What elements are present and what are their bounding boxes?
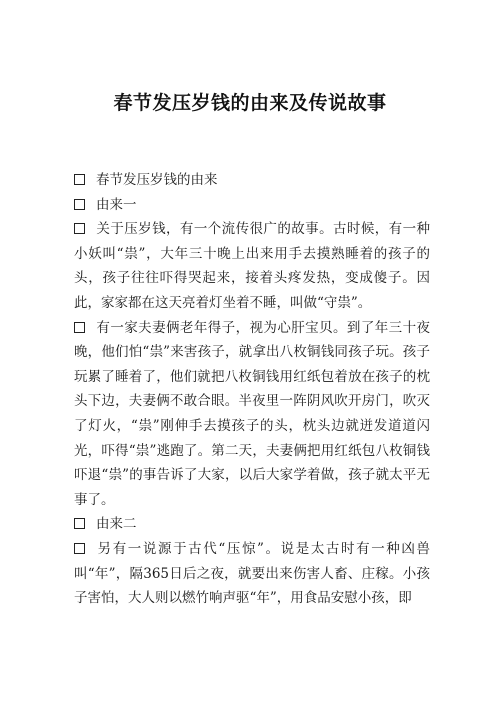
paragraph bbox=[74, 537, 430, 611]
checkbox-bullet-icon bbox=[74, 199, 85, 210]
document-title: 春节发压岁钱的由来及传说故事 bbox=[113, 92, 387, 114]
paragraph-text: 关于压岁钱，有一个流传很广的故事。古时候，有一种小妖叫“祟”，大年三十晚上出来用手去摸熟睡着的孩子的头，孩子往往吓得哭起来，接着头疼发热，变成傻子。因此，家家都在这天亮着灯坐着不睡，叫做“守祟”。 bbox=[74, 221, 430, 311]
document-body bbox=[74, 168, 430, 611]
paragraph bbox=[74, 168, 430, 193]
paragraph-text: 由来二 bbox=[96, 516, 137, 533]
checkbox-bullet-icon bbox=[74, 223, 85, 234]
paragraph-text: 由来一 bbox=[96, 196, 137, 213]
checkbox-bullet-icon bbox=[74, 322, 85, 333]
paragraph bbox=[74, 193, 430, 218]
checkbox-bullet-icon bbox=[74, 174, 85, 185]
paragraph bbox=[74, 512, 430, 537]
paragraph bbox=[74, 217, 430, 315]
paragraph-text: 春节发压岁钱的由来 bbox=[96, 172, 218, 188]
checkbox-bullet-icon bbox=[74, 518, 85, 529]
paragraph-text: 另有一说源于古代“压惊”。说是太古时有一种凶兽叫“年”，隔365日后之夜，就要出来伤害人畜、庄稼。小孩子害怕，大人则以燃竹响声驱“年”，用食品安慰小孩，即 bbox=[74, 540, 430, 607]
checkbox-bullet-icon bbox=[74, 543, 85, 554]
paragraph-text: 有一家夫妻俩老年得子，视为心肝宝贝。到了年三十夜晚，他们怕“祟”来害孩子，就拿出八枚铜钱同孩子玩。孩子玩累了睡着了，他们就把八枚铜钱用红纸包着放在孩子的枕头下边，夫妻俩不敢合眼。半夜里一阵阴风吹开房门，吹灭了灯火，“祟”刚伸手去摸孩子的头，枕头边就迸发道道闪光，吓得“祟”逃跑了。第二天，夫妻俩把用红纸包八枚铜钱吓退“祟”的事告诉了大家，以后大家学着做，孩子就太平无事了。 bbox=[74, 319, 430, 508]
paragraph bbox=[74, 316, 430, 513]
